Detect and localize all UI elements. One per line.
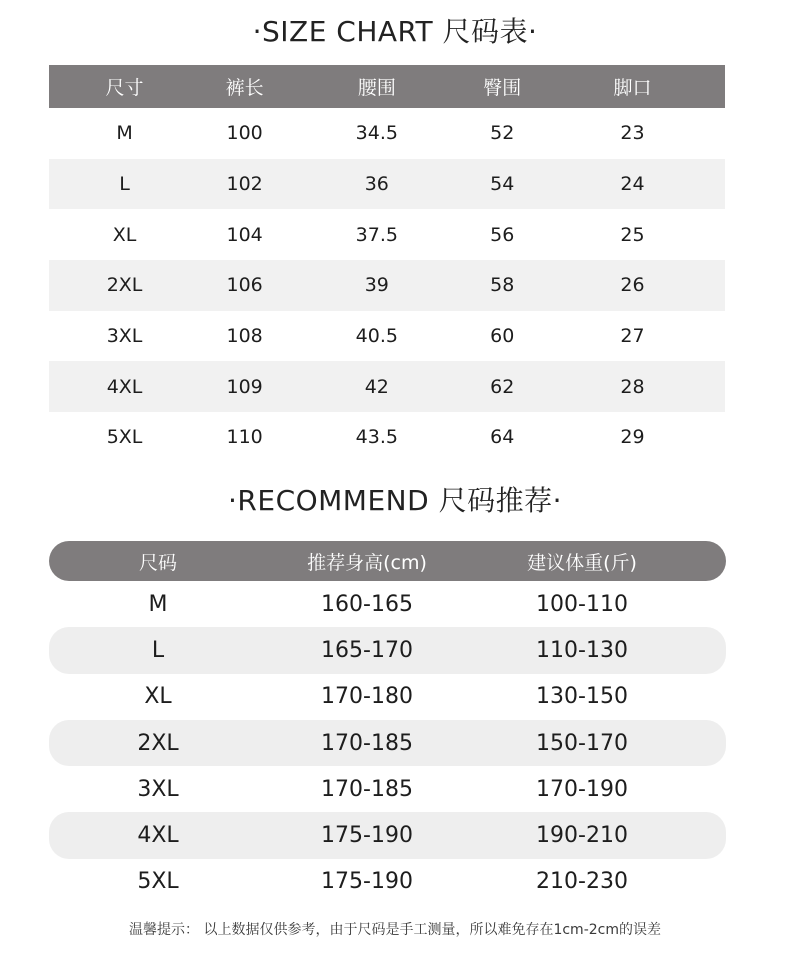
cell-hip: 54 — [490, 173, 515, 196]
cell-waist: 37.5 — [355, 223, 398, 246]
header-weight: 建议体重(斤) — [527, 551, 637, 574]
header-height: 推荐身高(cm) — [307, 551, 427, 574]
cell-pants-length: 110 — [226, 426, 263, 449]
cell-hip: 58 — [490, 274, 515, 297]
cell-leg-opening: 24 — [620, 173, 645, 196]
cell-weight: 150-170 — [536, 730, 628, 756]
header-size: 尺码 — [138, 551, 177, 574]
cell-size: 2XL — [106, 274, 143, 297]
recommend-header — [49, 541, 726, 581]
cell-size: 5XL — [137, 869, 179, 895]
cell-size: 2XL — [137, 730, 179, 756]
cell-pants-length: 106 — [226, 274, 263, 297]
header-hip: 臀围 — [483, 77, 522, 99]
table-row — [49, 412, 725, 463]
cell-size: 4XL — [106, 375, 143, 398]
cell-weight: 210-230 — [536, 869, 628, 895]
table-row — [49, 361, 725, 412]
cell-weight: 130-150 — [536, 684, 628, 710]
cell-pants-length: 100 — [226, 122, 263, 145]
table-row — [49, 209, 725, 260]
cell-hip: 64 — [490, 426, 515, 449]
cell-size: 3XL — [137, 776, 179, 802]
cell-weight: 190-210 — [536, 823, 628, 849]
cell-pants-length: 104 — [226, 223, 263, 246]
cell-leg-opening: 25 — [620, 223, 645, 246]
cell-size: L — [119, 173, 130, 196]
cell-hip: 60 — [490, 325, 515, 348]
table-row — [49, 260, 725, 311]
cell-size: 4XL — [137, 823, 179, 849]
header-pants-length: 裤长 — [225, 77, 264, 99]
cell-leg-opening: 28 — [620, 375, 645, 398]
cell-waist: 36 — [364, 173, 389, 196]
cell-waist: 39 — [364, 274, 389, 297]
cell-pants-length: 108 — [226, 325, 263, 348]
cell-pants-length: 102 — [226, 173, 263, 196]
cell-pants-length: 109 — [226, 375, 263, 398]
cell-waist: 43.5 — [355, 426, 398, 449]
table-row — [49, 674, 726, 720]
cell-height: 170-185 — [321, 776, 413, 802]
recommend-title: ·RECOMMEND 尺码推荐· — [228, 484, 562, 517]
cell-height: 160-165 — [321, 591, 413, 617]
cell-leg-opening: 27 — [620, 325, 645, 348]
header-waist: 腰围 — [357, 77, 396, 99]
cell-size: M — [116, 122, 133, 145]
size-chart-header — [49, 65, 725, 108]
size-chart-title: ·SIZE CHART 尺码表· — [252, 15, 538, 48]
table-row — [49, 720, 726, 766]
table-row — [49, 159, 725, 210]
cell-size: XL — [144, 684, 172, 710]
cell-size: L — [151, 637, 165, 663]
table-row — [49, 108, 725, 159]
size-chart-table — [49, 65, 725, 463]
table-row — [49, 581, 726, 627]
cell-size: M — [148, 591, 168, 617]
cell-height: 170-185 — [321, 730, 413, 756]
header-leg-opening: 脚口 — [613, 77, 652, 99]
cell-hip: 62 — [490, 375, 515, 398]
cell-height: 175-190 — [321, 869, 413, 895]
cell-weight: 100-110 — [536, 591, 628, 617]
table-row — [49, 627, 726, 673]
cell-weight: 110-130 — [536, 637, 628, 663]
cell-size: XL — [112, 223, 137, 246]
cell-leg-opening: 26 — [620, 274, 645, 297]
cell-size: 3XL — [106, 325, 143, 348]
cell-height: 175-190 — [321, 823, 413, 849]
cell-weight: 170-190 — [536, 776, 628, 802]
cell-leg-opening: 23 — [620, 122, 645, 145]
cell-waist: 34.5 — [355, 122, 398, 145]
cell-height: 165-170 — [321, 637, 413, 663]
header-size: 尺寸 — [105, 77, 144, 99]
cell-leg-opening: 29 — [620, 426, 645, 449]
cell-height: 170-180 — [321, 684, 413, 710]
table-row — [49, 812, 726, 858]
cell-hip: 56 — [490, 223, 515, 246]
cell-size: 5XL — [106, 426, 143, 449]
cell-hip: 52 — [490, 122, 515, 145]
table-row — [49, 859, 726, 905]
table-row — [49, 311, 725, 362]
table-row — [49, 766, 726, 812]
recommend-table — [49, 541, 726, 905]
measurement-note: 温馨提示： 以上数据仅供参考，由于尺码是手工测量，所以难免存在1cm-2cm的误差 — [129, 922, 661, 938]
cell-waist: 40.5 — [355, 325, 398, 348]
cell-waist: 42 — [364, 375, 389, 398]
